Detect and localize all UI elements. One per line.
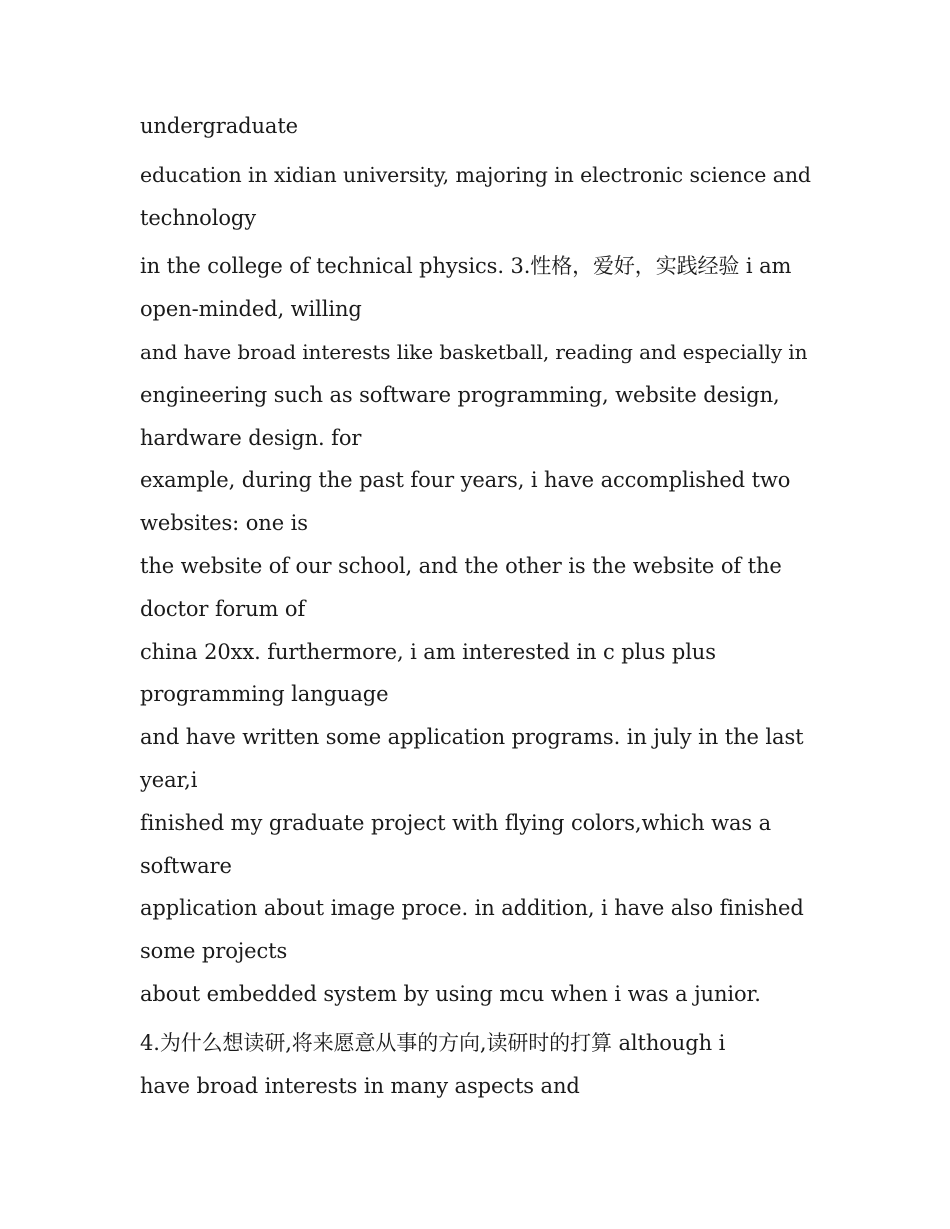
text-line: finished my graduate project with flying colors,which was a bbox=[140, 810, 772, 835]
text-line: programming language bbox=[140, 682, 389, 707]
text-line: education in xidian university, majoring in electronic science and bbox=[140, 162, 811, 187]
text-line: software bbox=[140, 853, 232, 878]
text-line: example, during the past four years, i have accomplished two bbox=[140, 468, 791, 493]
paragraph-4 bbox=[140, 1022, 820, 1108]
paragraph-1 bbox=[140, 105, 820, 148]
text-line: application about image proce. in addition, i have also finished bbox=[140, 896, 804, 921]
text-line: open-minded, willing bbox=[140, 297, 362, 322]
text-line: engineering such as software programming, website design, bbox=[140, 382, 780, 407]
text-line: some projects bbox=[140, 939, 288, 964]
text-line: the website of our school, and the other is the website of the bbox=[140, 553, 782, 578]
text-line: websites: one is bbox=[140, 511, 308, 536]
text-line: hardware design. for bbox=[140, 425, 362, 450]
text-line: doctor forum of bbox=[140, 596, 306, 621]
paragraph-3 bbox=[140, 245, 820, 1015]
text-line: year,i bbox=[140, 767, 198, 792]
text-line: in the college of technical physics. 3.性格，爱好，实践经验 i am bbox=[140, 254, 792, 279]
document-body bbox=[140, 105, 820, 1113]
text-line: and have broad interests like basketball, reading and especially in bbox=[140, 339, 808, 364]
text-line: undergraduate bbox=[140, 114, 299, 138]
paragraph-2 bbox=[140, 154, 820, 240]
text-line: technology bbox=[140, 205, 256, 230]
text-line: 4.为什么想读研,将来愿意从事的方向,读研时的打算 although i bbox=[140, 1030, 726, 1055]
text-line: have broad interests in many aspects and bbox=[140, 1073, 580, 1098]
text-line: and have written some application programs. in july in the last bbox=[140, 725, 804, 750]
text-line: about embedded system by using mcu when i was a junior. bbox=[140, 981, 761, 1006]
text-line: china 20xx. furthermore, i am interested in c plus plus bbox=[140, 639, 716, 664]
